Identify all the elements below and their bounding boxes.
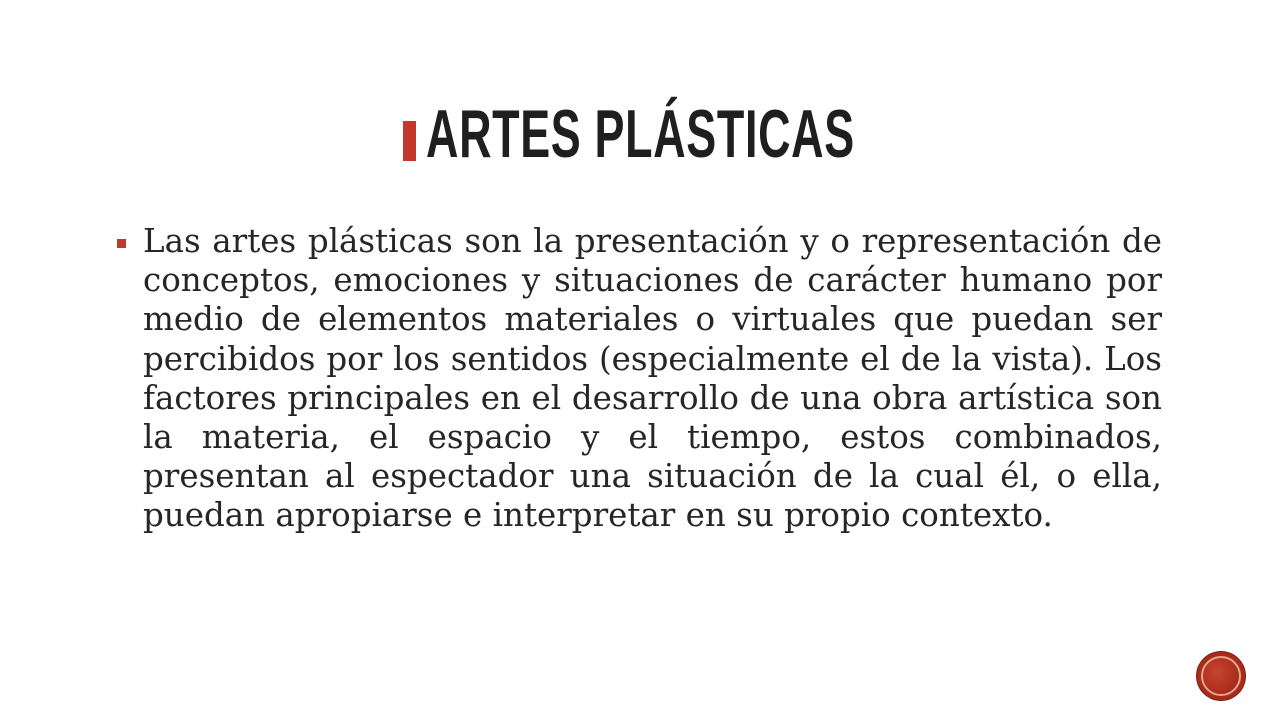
slide-title: ARTES PLÁSTICAS	[426, 96, 855, 172]
title-accent-bar	[403, 121, 416, 161]
bullet-text: Las artes plásticas son la presentación y o representación de conceptos, emociones y situaciones de carácter humano por medio de elementos materiales o virtuales que puedan ser percibidos por los sentidos (especialmente el de la vista). Los factores principales en el desarrollo de una obra artística son la materia, el espacio y el tiempo, estos combinados, presentan al espectador una situación de la cual él, o ella, puedan apropiarse e interpretar en su propio contexto.	[143, 222, 1162, 535]
square-bullet-icon	[117, 239, 126, 248]
bullet-item	[117, 222, 1162, 536]
slide-content	[117, 222, 1162, 536]
circle-nav-button-icon	[1201, 656, 1241, 696]
circle-nav-button[interactable]	[1197, 652, 1245, 700]
